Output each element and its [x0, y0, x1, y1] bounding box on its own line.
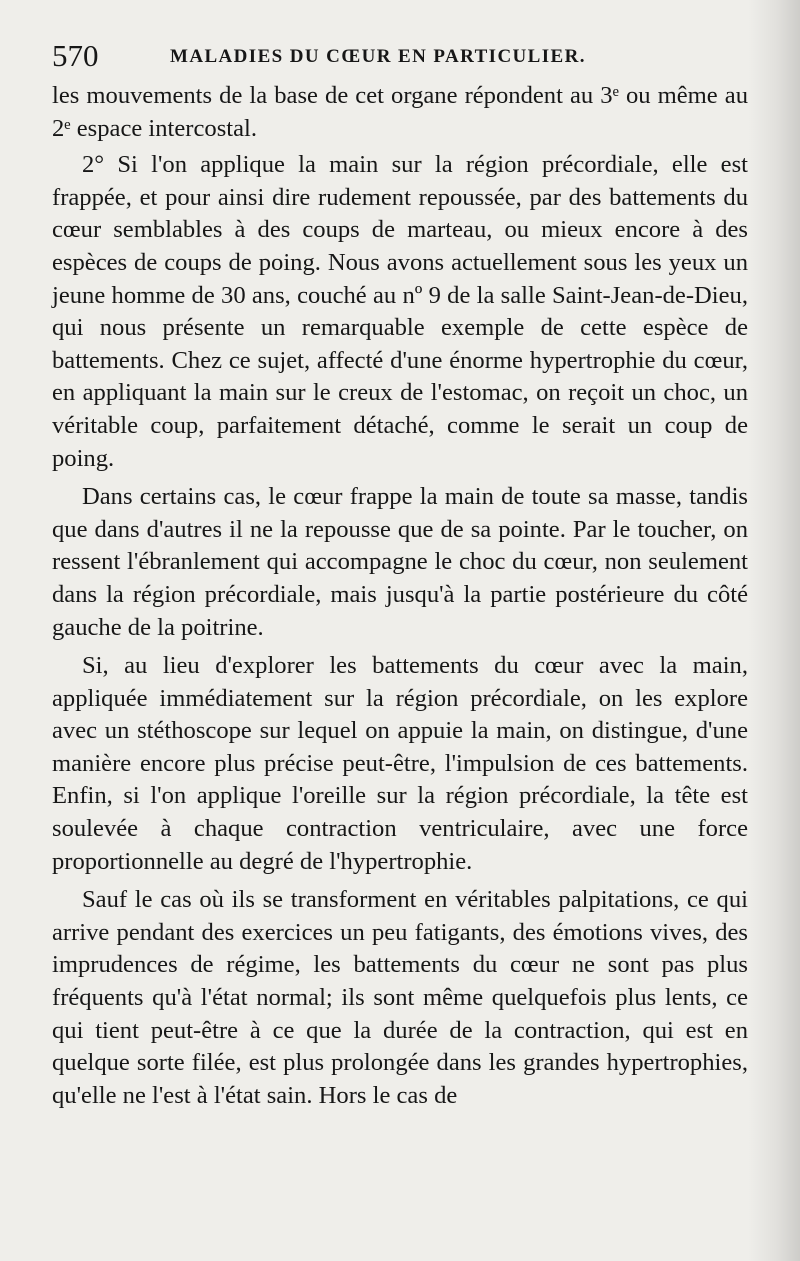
page-edge-shadow — [748, 0, 800, 1261]
paragraph-continuation: les mouvements de la base de cet organe répondent au 3ᵉ ou même au 2ᵉ espace intercostal. — [52, 82, 748, 142]
body-text — [52, 80, 748, 1112]
page-number: 570 — [52, 38, 99, 73]
running-head — [52, 36, 748, 80]
paragraph-impulsion: 2° Si l'on applique la main sur la région précordiale, elle est frappée, et pour ainsi dire rudement repoussée, par des battements du cœur semblables à des coups de marteau, ou mieux encore à des espèces de coups de poing. Nous avons actuellement sous les yeux un jeune homme de 30 ans, couché au nº 9 de la salle Saint-Jean-de-Dieu, qui nous présente un remarquable exemple de cette espèce de battements. Chez ce sujet, affecté d'une énorme hypertrophie du cœur, en appliquant la main sur le creux de l'estomac, on reçoit un choc, un véritable coup, parfaitement détaché, comme le serait un coup de poing. — [52, 151, 748, 472]
paragraph-masse: Dans certains cas, le cœur frappe la main de toute sa masse, tandis que dans d'autres il ne la repousse que de sa pointe. Par le toucher, on ressent l'ébranlement qui accompagne le choc du cœur, non seulement dans la région précordiale, mais jusqu'à la partie postérieure du côté gauche de la poitrine. — [52, 483, 748, 641]
paragraph-palpitations: Sauf le cas où ils se transforment en véritables palpitations, ce qui arrive pendant des exercices un peu fatigants, des émotions vives, des imprudences de régime, les battements du cœur ne sont pas plus fréquents qu'à l'état normal; ils sont même quelquefois plus lents, ce qui tient peut-être à ce que la durée de la contraction, qui est en quelque sorte filée, est plus prolongée dans les grandes hypertrophies, qu'elle ne l'est à l'état sain. Hors le cas de — [52, 886, 748, 1109]
page-content — [52, 36, 748, 1112]
running-title: MALADIES DU CŒUR EN PARTICULIER. — [170, 46, 586, 67]
paragraph-stethoscope: Si, au lieu d'explorer les battements du cœur avec la main, appliquée immédiatement sur la région précordiale, on les explore avec un stéthoscope sur lequel on appuie la main, on distingue, d'une manière encore plus précise peut-être, l'impulsion de ces battements. Enfin, si l'on applique l'oreille sur la région précordiale, la tête est soulevée à chaque contraction ventriculaire, avec une force proportionnelle au degré de l'hypertrophie. — [52, 652, 748, 875]
